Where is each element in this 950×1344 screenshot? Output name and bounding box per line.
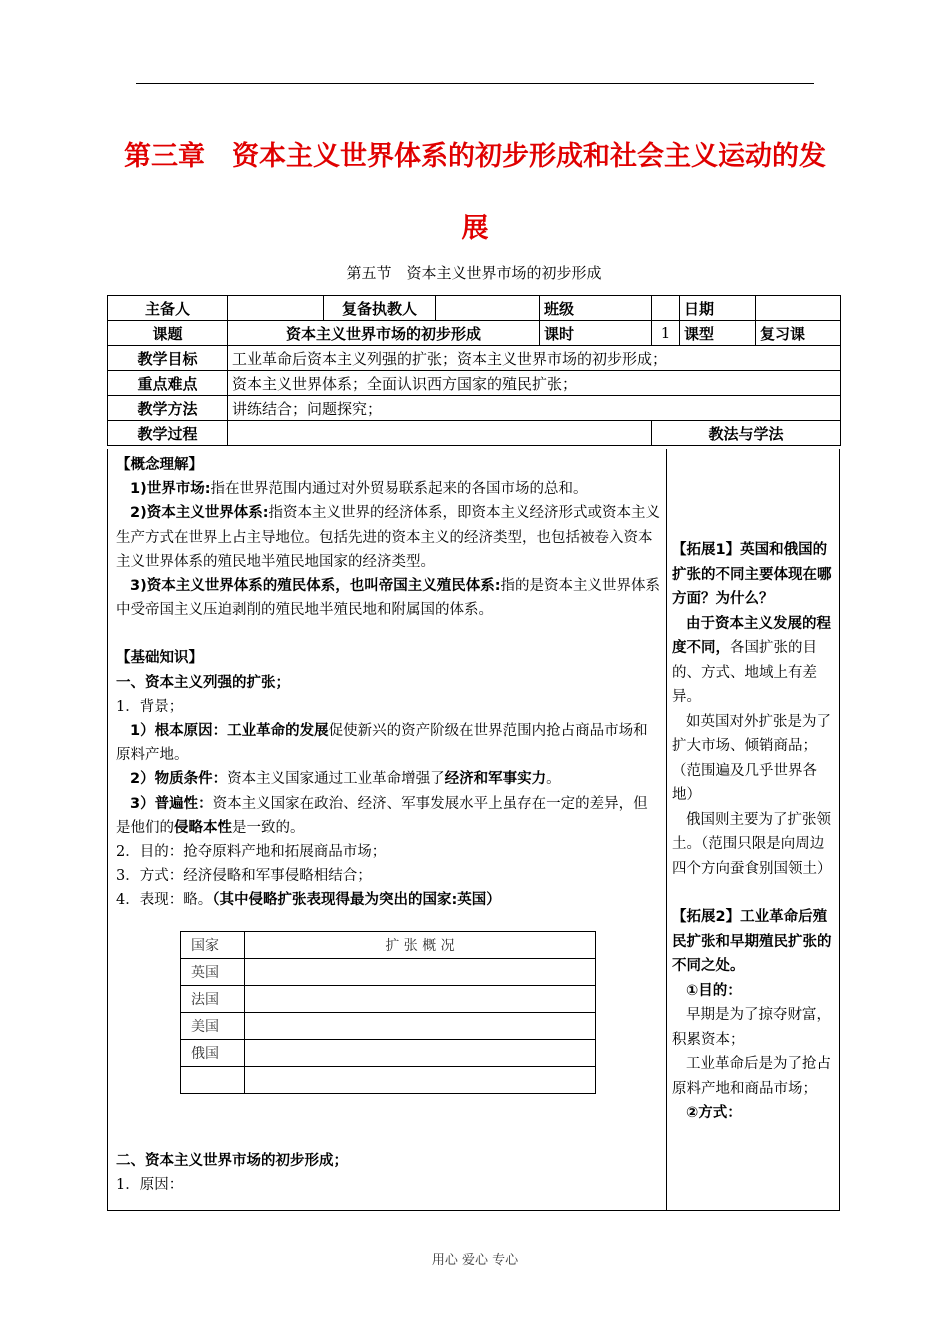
- method-value: 讲练结合；问题探究；: [228, 396, 841, 421]
- chapter-title-line2: 展: [461, 213, 489, 244]
- chapter-title-line1: 第三章 资本主义世界体系的初步形成和社会主义运动的发: [124, 141, 826, 172]
- concept-3: 3)资本主义世界体系的殖民体系，也叫帝国主义殖民体系:指的是资本主义世界体系中受帝国主义压迫剥削的殖民地半殖民地和附属国的体系。: [116, 578, 661, 619]
- page-footer: 用心 爱心 专心: [431, 1253, 519, 1268]
- overview-cell: [245, 986, 596, 1013]
- ext1-russia: 俄国则主要为了扩张领土。（范围只限是向周边四个方向蚕食别国领土）: [672, 811, 832, 877]
- country-cell: 英国: [181, 959, 245, 986]
- goal-label: 教学目标: [108, 346, 228, 371]
- process-value: [228, 421, 652, 446]
- expansion-table: [180, 931, 596, 1094]
- col-country-header: 国家: [181, 932, 245, 959]
- co-value: [436, 296, 540, 321]
- header-rule: [136, 83, 814, 84]
- ext2-early: 早期是为了掠夺财富，积累资本；: [672, 1007, 831, 1048]
- type-label: 课型: [680, 321, 756, 346]
- process-label: 教学过程: [108, 421, 228, 446]
- concept-2: 2)资本主义世界体系:指资本主义世界的经济体系，即资本主义经济形式或资本主义生产方式在世界上占主导地位。包括先进的资本主义的经济类型，也包括被卷入资本主义世界体系的殖民地半殖民地国家的经济类型。: [116, 505, 661, 570]
- ext1-heading: 【拓展1】英国和俄国的扩张的不同主要体现在哪方面？为什么？: [672, 542, 832, 607]
- section1-item1b: 2）物质条件：资本主义国家通过工业革命增强了经济和军事实力。: [130, 771, 561, 788]
- concept-heading: 【概念理解】: [116, 457, 203, 473]
- section1-item2: 2．目的：抢夺原料产地和拓展商品市场；: [116, 844, 387, 861]
- ext2-heading: 【拓展2】工业革命后殖民扩张和早期殖民扩张的不同之处。: [672, 909, 832, 974]
- tips-label: 教法与学法: [652, 421, 841, 446]
- basic-heading: 【基础知识】: [116, 650, 203, 667]
- goal-value: 工业革命后资本主义列强的扩张；资本主义世界市场的初步形成；: [228, 346, 841, 371]
- section1-item1: 1．背景；: [116, 698, 184, 715]
- section1-item1a: 1）根本原因：工业革命的发展促使新兴的资产阶级在世界范围内抢占商品市场和原料产地。: [116, 723, 648, 764]
- table-row: [181, 986, 596, 1013]
- table-row: [181, 932, 596, 959]
- table-row: [181, 959, 596, 986]
- hours-label: 课时: [540, 321, 652, 346]
- section1-heading: 一、资本主义列强的扩张；: [116, 674, 290, 691]
- date-label: 日期: [680, 296, 756, 321]
- topic-value: 资本主义世界市场的初步形成: [228, 321, 540, 346]
- concept-1: 1)世界市场:指在世界范围内通过对外贸易联系起来的各国市场的总和。: [130, 481, 588, 498]
- col-overview-header: 扩 张 概 况: [245, 932, 596, 959]
- lead-label: 主备人: [108, 296, 228, 321]
- method-label: 教学方法: [108, 396, 228, 421]
- key-label: 重点难点: [108, 371, 228, 396]
- overview-cell: [245, 1040, 596, 1067]
- overview-cell: [245, 1067, 596, 1094]
- overview-cell: [245, 959, 596, 986]
- teaching-tips: [672, 538, 838, 1126]
- type-value: 复习课: [756, 321, 841, 346]
- section1-item4: 4．表现：略。（其中侵略扩张表现得最为突出的国家:英国）: [116, 892, 501, 909]
- table-row: [181, 1040, 596, 1067]
- country-cell: 俄国: [181, 1040, 245, 1067]
- section1-item1c: 3）普遍性：资本主义国家在政治、经济、军事发展水平上虽存在一定的差异，但是他们的侵略本性是一致的。: [116, 795, 648, 836]
- ext2-purpose: ①目的：: [686, 982, 742, 999]
- section-subtitle: 第五节 资本主义世界市场的初步形成: [346, 264, 602, 282]
- table-row: [181, 1067, 596, 1094]
- hours-value: 1: [652, 321, 680, 346]
- lesson-content-section2: [116, 1149, 662, 1197]
- overview-cell: [245, 1013, 596, 1040]
- class-label: 班级: [540, 296, 652, 321]
- lesson-content: [116, 453, 662, 913]
- co-label: 复备执教人: [324, 296, 436, 321]
- country-cell: [181, 1067, 245, 1094]
- section2-item1: 1．原因：: [116, 1177, 184, 1194]
- date-value: [756, 296, 841, 321]
- key-value: 资本主义世界体系；全面认识西方国家的殖民扩张；: [228, 371, 841, 396]
- ext1-answer: 由于资本主义发展的程度不同，各国扩张的目的、方式、地域上有差异。: [672, 615, 831, 705]
- section1-item3: 3．方式：经济侵略和军事侵略相结合；: [116, 868, 372, 885]
- lesson-info-table: [107, 295, 841, 446]
- section2-heading: 二、资本主义世界市场的初步形成；: [116, 1153, 348, 1169]
- country-cell: 美国: [181, 1013, 245, 1040]
- ext1-uk: 如英国对外扩张是为了扩大市场、倾销商品；（范围遍及几乎世界各地）: [672, 713, 831, 803]
- class-value: [652, 296, 680, 321]
- lead-value: [228, 296, 324, 321]
- country-cell: 法国: [181, 986, 245, 1013]
- ext2-method: ②方式：: [686, 1105, 742, 1121]
- table-row: [181, 1013, 596, 1040]
- process-column-divider: [666, 449, 667, 1211]
- topic-label: 课题: [108, 321, 228, 346]
- ext2-after: 工业革命后是为了抢占原料产地和商品市场；: [672, 1056, 831, 1097]
